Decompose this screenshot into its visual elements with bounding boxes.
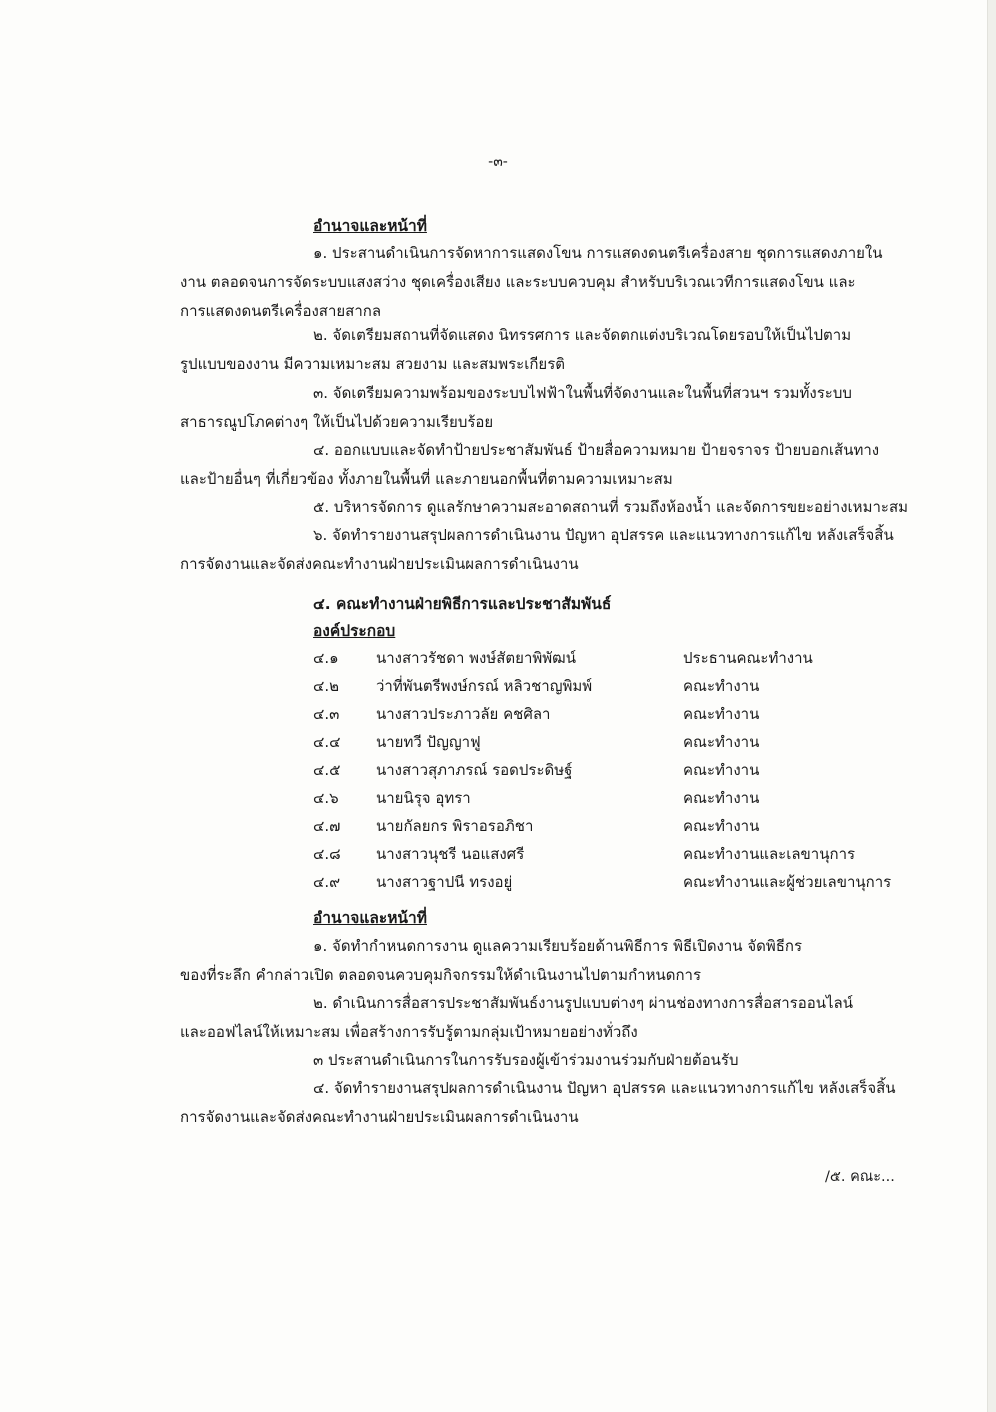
member-role: คณะทำงาน (683, 761, 760, 779)
duty-line: ๔. จัดทำรายงานสรุปผลการดำเนินงาน ปัญหา อุปสรรค และแนวทางการแก้ไข หลังเสร็จสิ้น (313, 1079, 896, 1097)
member-role: ประธานคณะทำงาน (683, 649, 813, 667)
section1-duties-heading: อำนาจและหน้าที่ (313, 217, 427, 235)
duty-line: ๔. ออกแบบและจัดทำป้ายประชาสัมพันธ์ ป้ายสื่อความหมาย ป้ายจราจร ป้ายบอกเส้นทาง (313, 441, 880, 459)
duty-paragraph (180, 440, 895, 489)
member-row (313, 816, 913, 838)
member-role: คณะทำงานและเลขานุการ (683, 845, 856, 863)
member-number: ๔.๙ (313, 873, 341, 891)
member-name: นายกัลยกร พิราอรอภิชา (376, 817, 534, 835)
duty-paragraph (180, 1078, 895, 1127)
composition-heading: องค์ประกอบ (313, 622, 396, 640)
duty-line: ๑. จัดทำกำหนดการงาน ดูแลความเรียบร้อยด้านพิธีการ พิธีเปิดงาน จัดพิธีกร (313, 937, 803, 955)
duty-line: งาน ตลอดจนการจัดระบบแสงสว่าง ชุดเครื่องเสียง และระบบควบคุม สำหรับบริเวณเวทีการแสดงโขน และ (180, 273, 856, 291)
duty-line: ๓ ประสานดำเนินการในการรับรองผู้เข้าร่วมงานร่วมกับฝ่ายต้อนรับ (313, 1051, 739, 1069)
duty-line: ๖. จัดทำรายงานสรุปผลการดำเนินงาน ปัญหา อุปสรรค และแนวทางการแก้ไข หลังเสร็จสิ้น (313, 526, 894, 544)
duty-paragraph (180, 525, 895, 574)
duty-line: สาธารณูปโภคต่างๆ ให้เป็นไปด้วยความเรียบร้อย (180, 413, 494, 431)
duty-line: ๕. บริหารจัดการ ดูแลรักษาความสะอาดสถานที่ รวมถึงห้องน้ำ และจัดการขยะอย่างเหมาะสม (313, 498, 908, 516)
duty-line: การแสดงดนตรีเครื่องสายสากล (180, 302, 382, 320)
member-number: ๔.๖ (313, 789, 339, 807)
member-name: นายทวี ปัญญาฟู (376, 733, 481, 751)
member-row (313, 872, 913, 894)
member-row (313, 648, 913, 670)
duty-line: การจัดงานและจัดส่งคณะทำงานฝ่ายประเมินผลการดำเนินงาน (180, 1108, 579, 1126)
member-name: นายนิรุจ อุทรา (376, 789, 471, 807)
member-role: คณะทำงาน (683, 705, 760, 723)
member-row (313, 760, 913, 782)
member-name: ว่าที่พันตรีพงษ์กรณ์ หลิวชาญพิมพ์ (376, 677, 593, 695)
member-role: คณะทำงาน (683, 733, 760, 751)
duty-paragraph (180, 497, 908, 517)
member-name: นางสาวสุภาภรณ์ รอดประดิษฐ์ (376, 761, 573, 779)
member-name: นางสาวประภาวลัย คชศิลา (376, 705, 551, 723)
duty-paragraph (180, 1050, 895, 1070)
member-number: ๔.๓ (313, 705, 340, 723)
duty-paragraph (180, 325, 895, 374)
section4-title: ๔. คณะทำงานฝ่ายพิธีการและประชาสัมพันธ์ (313, 595, 612, 613)
section4-duties-heading: อำนาจและหน้าที่ (313, 909, 427, 927)
duty-line: ๒. ดำเนินการสื่อสารประชาสัมพันธ์งานรูปแบบต่างๆ ผ่านช่องทางการสื่อสารออนไลน์ (313, 994, 853, 1012)
member-role: คณะทำงาน (683, 817, 760, 835)
member-number: ๔.๘ (313, 845, 341, 863)
duty-line: ๓. จัดเตรียมความพร้อมของระบบไฟฟ้าในพื้นที่จัดงานและในพื้นที่สวนฯ รวมทั้งระบบ (313, 384, 852, 402)
duty-line: และป้ายอื่นๆ ที่เกี่ยวข้อง ทั้งภายในพื้นที่ และภายนอกพื้นที่ตามความเหมาะสม (180, 470, 673, 488)
duty-paragraph (180, 993, 895, 1042)
member-role: คณะทำงาน (683, 789, 760, 807)
duty-line: รูปแบบของงาน มีความเหมาะสม สวยงาม และสมพระเกียรติ (180, 355, 566, 373)
duty-line: ของที่ระลึก คำกล่าวเปิด ตลอดจนควบคุมกิจกรรมให้ดำเนินงานไปตามกำหนดการ (180, 966, 702, 984)
member-number: ๔.๑ (313, 649, 339, 667)
member-role: คณะทำงานและผู้ช่วยเลขานุการ (683, 873, 892, 891)
member-name: นางสาวรัชดา พงษ์สัตยาพิพัฒน์ (376, 649, 576, 667)
duty-line: และออฟไลน์ให้เหมาะสม เพื่อสร้างการรับรู้ตามกลุ่มเป้าหมายอย่างทั่วถึง (180, 1023, 638, 1041)
member-name: นางสาวนุชรี นอแสงศรี (376, 845, 525, 863)
continuation-footer: /๕. คณะ... (825, 1169, 895, 1185)
member-name: นางสาวฐาปนี ทรงอยู่ (376, 873, 513, 891)
duty-line: การจัดงานและจัดส่งคณะทำงานฝ่ายประเมินผลการดำเนินงาน (180, 555, 579, 573)
member-row (313, 844, 913, 866)
duty-paragraph (180, 936, 895, 985)
member-row (313, 676, 913, 698)
duty-paragraph (180, 383, 895, 432)
member-row (313, 788, 913, 810)
member-number: ๔.๒ (313, 677, 340, 695)
page-number: -๓- (488, 154, 508, 170)
member-number: ๔.๕ (313, 761, 341, 779)
member-row (313, 732, 913, 754)
member-row (313, 704, 913, 726)
member-number: ๔.๗ (313, 817, 341, 835)
duty-line: ๑. ประสานดำเนินการจัดหาการแสดงโขน การแสดงดนตรีเครื่องสาย ชุดการแสดงภายใน (313, 244, 883, 262)
duty-line: ๒. จัดเตรียมสถานที่จัดแสดง นิทรรศการ และจัดตกแต่งบริเวณโดยรอบให้เป็นไปตาม (313, 326, 852, 344)
member-number: ๔.๔ (313, 733, 341, 751)
member-role: คณะทำงาน (683, 677, 760, 695)
duty-paragraph (180, 243, 895, 321)
